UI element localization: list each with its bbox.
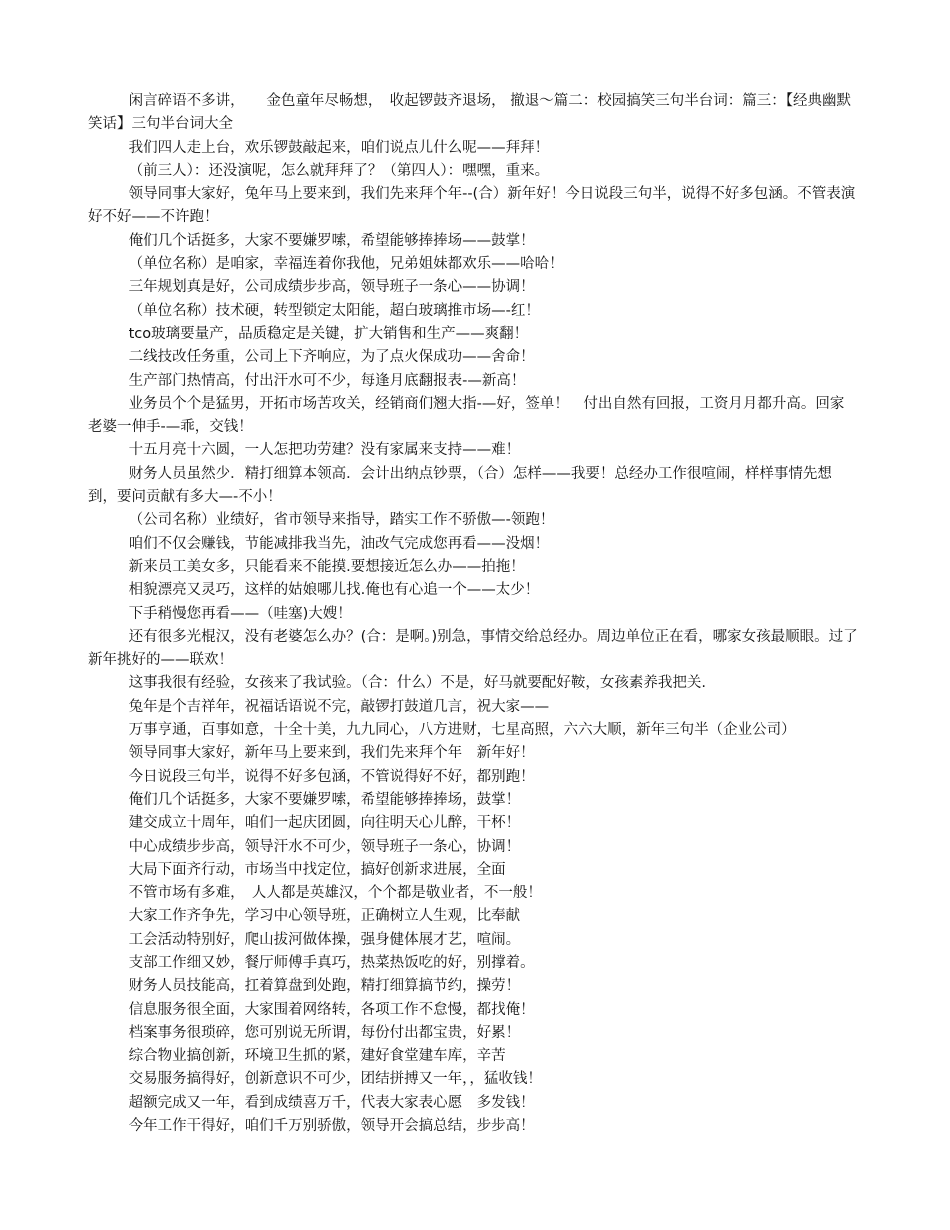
paragraph: 相貌漂亮又灵巧，这样的姑娘哪儿找.俺也有心追一个——太少！ — [128, 582, 540, 599]
paragraph: 还有很多光棍汉，没有老婆怎么办？(合：是啊。)别急，事情交给总经办。周边单位正在看，哪家女孩最顺眼。过了新年挑好的——联欢！ — [88, 628, 858, 669]
paragraph: 今日说段三句半，说得不好多包涵，不管说得好不好，都别跑！ — [128, 768, 535, 785]
paragraph: （公司名称）业绩好，省市领导来指导，踏实工作不骄傲—-领跑！ — [128, 512, 555, 529]
paragraph: 闲言碎语不多讲， 金色童年尽畅想， 收起锣鼓齐退场， 撤退～篇二：校园搞笑三句半台词：篇三：【经典幽默笑话】三句半台词大全 — [88, 93, 851, 133]
paragraph: 不管市场有多难， 人人都是英雄汉，个个都是敬业者，不一般！ — [128, 885, 542, 902]
paragraph: 建交成立十周年，咱们一起庆团圆，向往明天心儿醉，干杯！ — [128, 815, 521, 832]
paragraph: 领导同事大家好，兔年马上要来到，我们先来拜个年--(合）新年好！今日说段三句半，说得不好多包涵。不管表演好不好——不许跑！ — [88, 186, 856, 226]
paragraph: 信息服务很全面，大家围着网络转，各项工作不怠慢，都找俺！ — [128, 1001, 535, 1018]
paragraph: 财务人员虽然少．精打细算本领高．会计出纳点钞票，（合）怎样——我要！总经办工作很喧闹，样样事情先想到，要问贡献有多大—-不小！ — [88, 465, 832, 506]
paragraph: 新来员工美女多，只能看来不能摸.要想接近怎么办——拍拖！ — [128, 558, 525, 575]
paragraph: 领导同事大家好，新年马上要来到，我们先来拜个年 新年好！ — [128, 745, 535, 762]
paragraph: 超额完成又一年，看到成绩喜万千，代表大家表心愿 多发钱！ — [128, 1094, 535, 1111]
paragraph: （单位名称）技术硬，转型锁定太阳能，超白玻璃推市场—-红！ — [128, 302, 540, 319]
paragraph: 工会活动特别好，爬山拔河做体操，强身健体展才艺，喧闹。 — [128, 931, 521, 948]
paragraph: 三年规划真是好，公司成绩步步高，领导班子一条心——协调！ — [128, 279, 535, 296]
paragraph: 二线技改任务重，公司上下齐响应，为了点火保成功——舍命！ — [128, 349, 535, 366]
paragraph: 我们四人走上台，欢乐锣鼓敲起来，咱们说点儿什么呢——拜拜！ — [128, 139, 550, 156]
paragraph: 综合物业搞创新，环境卫生抓的紧，建好食堂建车库，辛苦 — [128, 1048, 506, 1065]
paragraph: 档案事务很琐碎，您可别说无所谓，每份付出都宝贵，好累！ — [128, 1024, 521, 1041]
paragraph: 下手稍慢您再看——（哇塞)大嫂！ — [128, 605, 352, 622]
paragraph: 俺们几个话挺多，大家不要嫌罗嗦，希望能够捧捧场——鼓掌！ — [128, 232, 535, 249]
paragraph: 这事我很有经验，女孩来了我试验。（合：什么）不是，好马就要配好鞍，女孩素养我把关. — [128, 675, 706, 692]
paragraph: 咱们不仅会赚钱，节能减排我当先，油改气完成您再看——没烟！ — [128, 535, 550, 552]
paragraph: 今年工作干得好，咱们千万别骄傲，领导开会搞总结，步步高！ — [128, 1118, 535, 1135]
paragraph: （单位名称）是咱家，幸福连着你我他，兄弟姐妹都欢乐——哈哈！ — [128, 256, 564, 273]
paragraph: 十五月亮十六圆，一人怎把功劳建？没有家属来支持——难！ — [128, 442, 521, 459]
paragraph: 万事亨通，百事如意，十全十美，九九同心，八方进财，七星高照，六六大顺，新年三句半（企业公司） — [128, 722, 796, 739]
paragraph: tco玻璃要量产，品质稳定是关键，扩大销售和生产——爽翻！ — [128, 325, 529, 342]
paragraph: 俺们几个话挺多，大家不要嫌罗嗦，希望能够捧捧场，鼓掌！ — [128, 791, 521, 808]
paragraph: 财务人员技能高，扛着算盘到处跑，精打细算搞节约，操劳！ — [128, 978, 521, 995]
paragraph: 中心成绩步步高，领导汗水不可少，领导班子一条心，协调！ — [128, 838, 521, 855]
paragraph: 支部工作细又妙，餐厅师傅手真巧，热菜热饭吃的好，别撑着。 — [128, 954, 535, 971]
paragraph: （前三人）：还没演呢，怎么就拜拜了？（第四人）：嘿嘿，重来。 — [128, 162, 550, 179]
paragraph: 兔年是个吉祥年，祝福话语说不完，敲锣打鼓道几言，祝大家—— — [128, 698, 550, 715]
paragraph: 交易服务搞得好，创新意识不可少，团结拼搏又一年，，猛收钱！ — [128, 1071, 542, 1088]
paragraph: 大家工作齐争先，学习中心领导班，正确树立人生观，比奉献 — [128, 908, 521, 925]
paragraph: 大局下面齐行动，市场当中找定位，搞好创新求进展，全面 — [128, 861, 506, 878]
paragraph: 业务员个个是猛男，开拓市场苦攻关，经销商们翘大指-—好，签单！ 付出自然有回报，工资月月都升高。回家老婆一伸手-—乖，交钱！ — [88, 395, 845, 436]
paragraph: 生产部门热情高，付出汗水可不少，每逢月底翻报表-—新高！ — [128, 372, 526, 389]
